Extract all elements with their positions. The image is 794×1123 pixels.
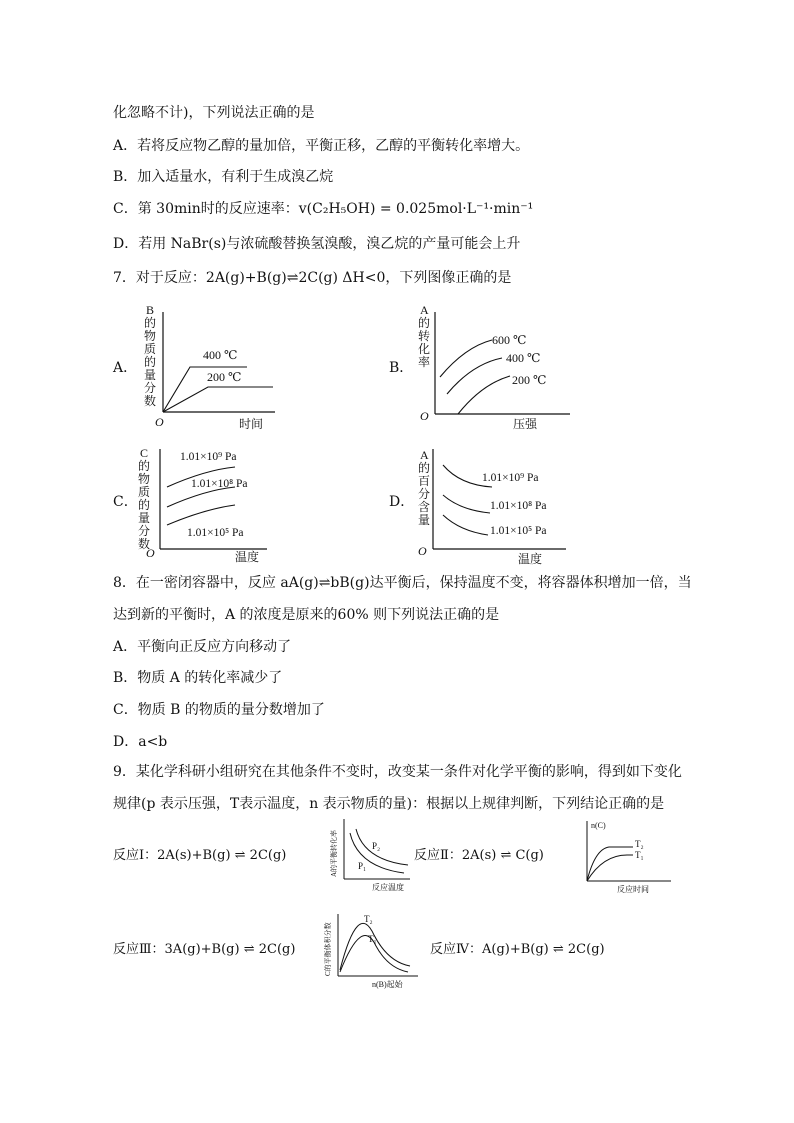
q7-a-ylabel xyxy=(144,303,156,408)
q9-graph-2 xyxy=(575,815,675,895)
q7-c-curve-1e8 xyxy=(167,487,235,507)
q7-c-origin: O xyxy=(146,546,155,560)
q7-c-label-1e9: 1.01×10⁹ Pa xyxy=(180,451,237,463)
q6-option-c-label: C．第 30min时的反应速率： xyxy=(113,201,299,217)
q9-g1-xlabel: 反应温度 xyxy=(372,883,404,892)
svg-text:B: B xyxy=(146,303,155,317)
svg-text:C: C xyxy=(140,446,149,460)
svg-text:的: 的 xyxy=(138,459,151,473)
q7-b-label-400: 400 ℃ xyxy=(506,351,541,365)
svg-text:质: 质 xyxy=(144,342,157,356)
q6-option-c-formula: v(C₂H₅OH) = 0.025mol·L⁻¹·min⁻¹ xyxy=(298,201,534,217)
svg-text:量: 量 xyxy=(418,513,431,527)
q9-g3-curve-t2 xyxy=(340,923,410,970)
q6-option-c xyxy=(113,200,533,218)
q7-b-label-200: 200 ℃ xyxy=(512,373,547,387)
q9-graph-3 xyxy=(318,910,418,990)
q9-reaction-3: 反应Ⅲ：3A(g)+B(g) ⇌ 2C(g) xyxy=(113,942,296,957)
q9-g3-ylabel: C的平衡体积分数 xyxy=(324,922,332,976)
q9-g2-xlabel: 反应时间 xyxy=(617,885,649,894)
q9-reaction-1: 反应Ⅰ：2A(s)+B(g) ⇌ 2C(g) xyxy=(113,848,287,863)
q8-option-d: D．a<b xyxy=(113,734,168,750)
svg-text:A: A xyxy=(420,303,429,317)
svg-text:物: 物 xyxy=(144,329,157,343)
q7-a-curve-200 xyxy=(163,387,273,412)
q7-c-label-1e5: 1.01×10⁵ Pa xyxy=(187,527,244,539)
q9-g1-label-p2: P₂ xyxy=(372,841,381,851)
q7-chart-a-option: A． xyxy=(113,360,138,376)
q7-d-label-1e8: 1.01×10⁸ Pa xyxy=(490,500,547,512)
q7-b-ylabel xyxy=(418,303,430,369)
q7-d-label-1e5: 1.01×10⁵ Pa xyxy=(490,525,547,537)
svg-text:量: 量 xyxy=(144,368,157,382)
svg-text:的: 的 xyxy=(138,498,151,512)
q9-g1-label-p1: P₁ xyxy=(358,861,367,871)
intro-line: 化忽略不计)，下列说法正确的是 xyxy=(113,105,315,121)
q9-graph-1 xyxy=(324,815,414,895)
q9-g1-curve-p2 xyxy=(356,829,408,865)
svg-text:物: 物 xyxy=(138,472,151,486)
svg-text:的: 的 xyxy=(418,316,431,330)
svg-text:化: 化 xyxy=(418,342,431,356)
q9-stem-2: 规律(p 表示压强，T表示温度，n 表示物质的量)：根据以上规律判断，下列结论正确的是 xyxy=(113,796,665,812)
svg-text:分: 分 xyxy=(144,381,157,395)
q7-b-curve-600 xyxy=(440,340,492,377)
q9-g2-label-t2: T₂ xyxy=(635,839,644,849)
svg-text:百: 百 xyxy=(418,474,431,488)
svg-text:A: A xyxy=(420,448,429,462)
q9-reaction-2: 反应Ⅱ：2A(s) ⇌ C(g) xyxy=(414,848,544,863)
svg-text:数: 数 xyxy=(138,537,151,551)
svg-text:的: 的 xyxy=(418,461,431,475)
svg-text:质: 质 xyxy=(138,485,151,499)
q7-c-xlabel: 温度 xyxy=(235,550,260,564)
q7-a-label-400: 400 ℃ xyxy=(203,348,238,362)
q6-option-a: A．若将反应物乙醇的量加倍，平衡正移，乙醇的平衡转化率增大。 xyxy=(113,138,530,154)
q9-g2-ylabel: n(C) xyxy=(591,821,606,830)
svg-text:的: 的 xyxy=(144,316,157,330)
q7-d-curve-1e5 xyxy=(443,515,488,535)
q7-d-label-1e9: 1.01×10⁹ Pa xyxy=(482,472,539,484)
q9-stem-1: 9．某化学科研小组研究在其他条件不变时，改变某一条件对化学平衡的影响，得到如下变化 xyxy=(113,764,682,780)
svg-text:含: 含 xyxy=(418,500,431,514)
q7-b-xlabel: 压强 xyxy=(513,417,538,431)
q7-a-xlabel: 时间 xyxy=(239,417,264,431)
svg-text:的: 的 xyxy=(144,355,157,369)
q9-g2-curve-t1 xyxy=(587,855,633,881)
q7-d-curve-1e8 xyxy=(443,495,490,513)
svg-text:转: 转 xyxy=(418,329,431,343)
q7-c-label-1e8: 1.01×10⁸ Pa xyxy=(191,478,248,490)
q8-option-b: B．物质 A 的转化率减少了 xyxy=(113,670,283,686)
svg-text:量: 量 xyxy=(138,511,151,525)
q7-chart-d-option: D． xyxy=(389,494,415,510)
q7-chart-d xyxy=(410,445,580,565)
svg-text:数: 数 xyxy=(144,394,157,408)
svg-text:率: 率 xyxy=(418,355,431,369)
q9-g1-ylabel: A的平衡转化率 xyxy=(330,829,338,877)
svg-text:分: 分 xyxy=(418,487,431,501)
q9-g3-label-t2: T₂ xyxy=(364,914,373,924)
q7-stem: 7．对于反应：2A(g)+B(g)⇌2C(g) ΔH<0，下列图像正确的是 xyxy=(113,270,512,286)
q7-b-curve-200 xyxy=(458,376,510,414)
q9-g2-curve-t2 xyxy=(587,847,633,881)
q7-c-ylabel xyxy=(138,446,150,551)
q8-option-a: A．平衡向正反应方向移动了 xyxy=(113,639,292,655)
q7-a-origin: O xyxy=(155,415,164,429)
q9-g3-label-t1: T₁ xyxy=(368,934,377,944)
q7-b-origin: O xyxy=(420,409,429,423)
q8-option-c: C．物质 B 的物质的量分数增加了 xyxy=(113,702,325,718)
q7-chart-b-option: B． xyxy=(389,360,414,376)
q7-d-ylabel xyxy=(418,448,430,527)
q7-chart-c xyxy=(135,445,275,565)
q7-b-label-600: 600 ℃ xyxy=(492,333,527,347)
q7-d-origin: O xyxy=(418,544,427,558)
q9-reaction-4: 反应Ⅳ：A(g)+B(g) ⇌ 2C(g) xyxy=(430,942,605,957)
q7-d-xlabel: 温度 xyxy=(518,552,543,566)
q6-option-d: D．若用 NaBr(s)与浓硫酸替换氢溴酸，溴乙烷的产量可能会上升 xyxy=(113,236,521,252)
q7-chart-a xyxy=(135,302,285,432)
q7-a-label-200: 200 ℃ xyxy=(207,370,242,384)
q8-stem-1: 8．在一密闭容器中，反应 aA(g)⇌bB(g)达平衡后，保持温度不变，将容器体积增加一倍，当 xyxy=(113,575,692,591)
q7-c-curve-1e5 xyxy=(167,505,235,525)
q6-option-b: B．加入适量水，有利于生成溴乙烷 xyxy=(113,169,334,185)
q8-stem-2: 达到新的平衡时，A 的浓度是原来的60% 则下列说法正确的是 xyxy=(113,607,500,623)
q7-b-curve-400 xyxy=(447,358,502,394)
q9-g2-label-t1: T₁ xyxy=(635,850,644,860)
svg-text:分: 分 xyxy=(138,524,151,538)
q9-g3-xlabel: n(B)起始 xyxy=(372,980,403,989)
q7-chart-b xyxy=(410,302,580,432)
q7-chart-c-option: C． xyxy=(113,494,138,510)
